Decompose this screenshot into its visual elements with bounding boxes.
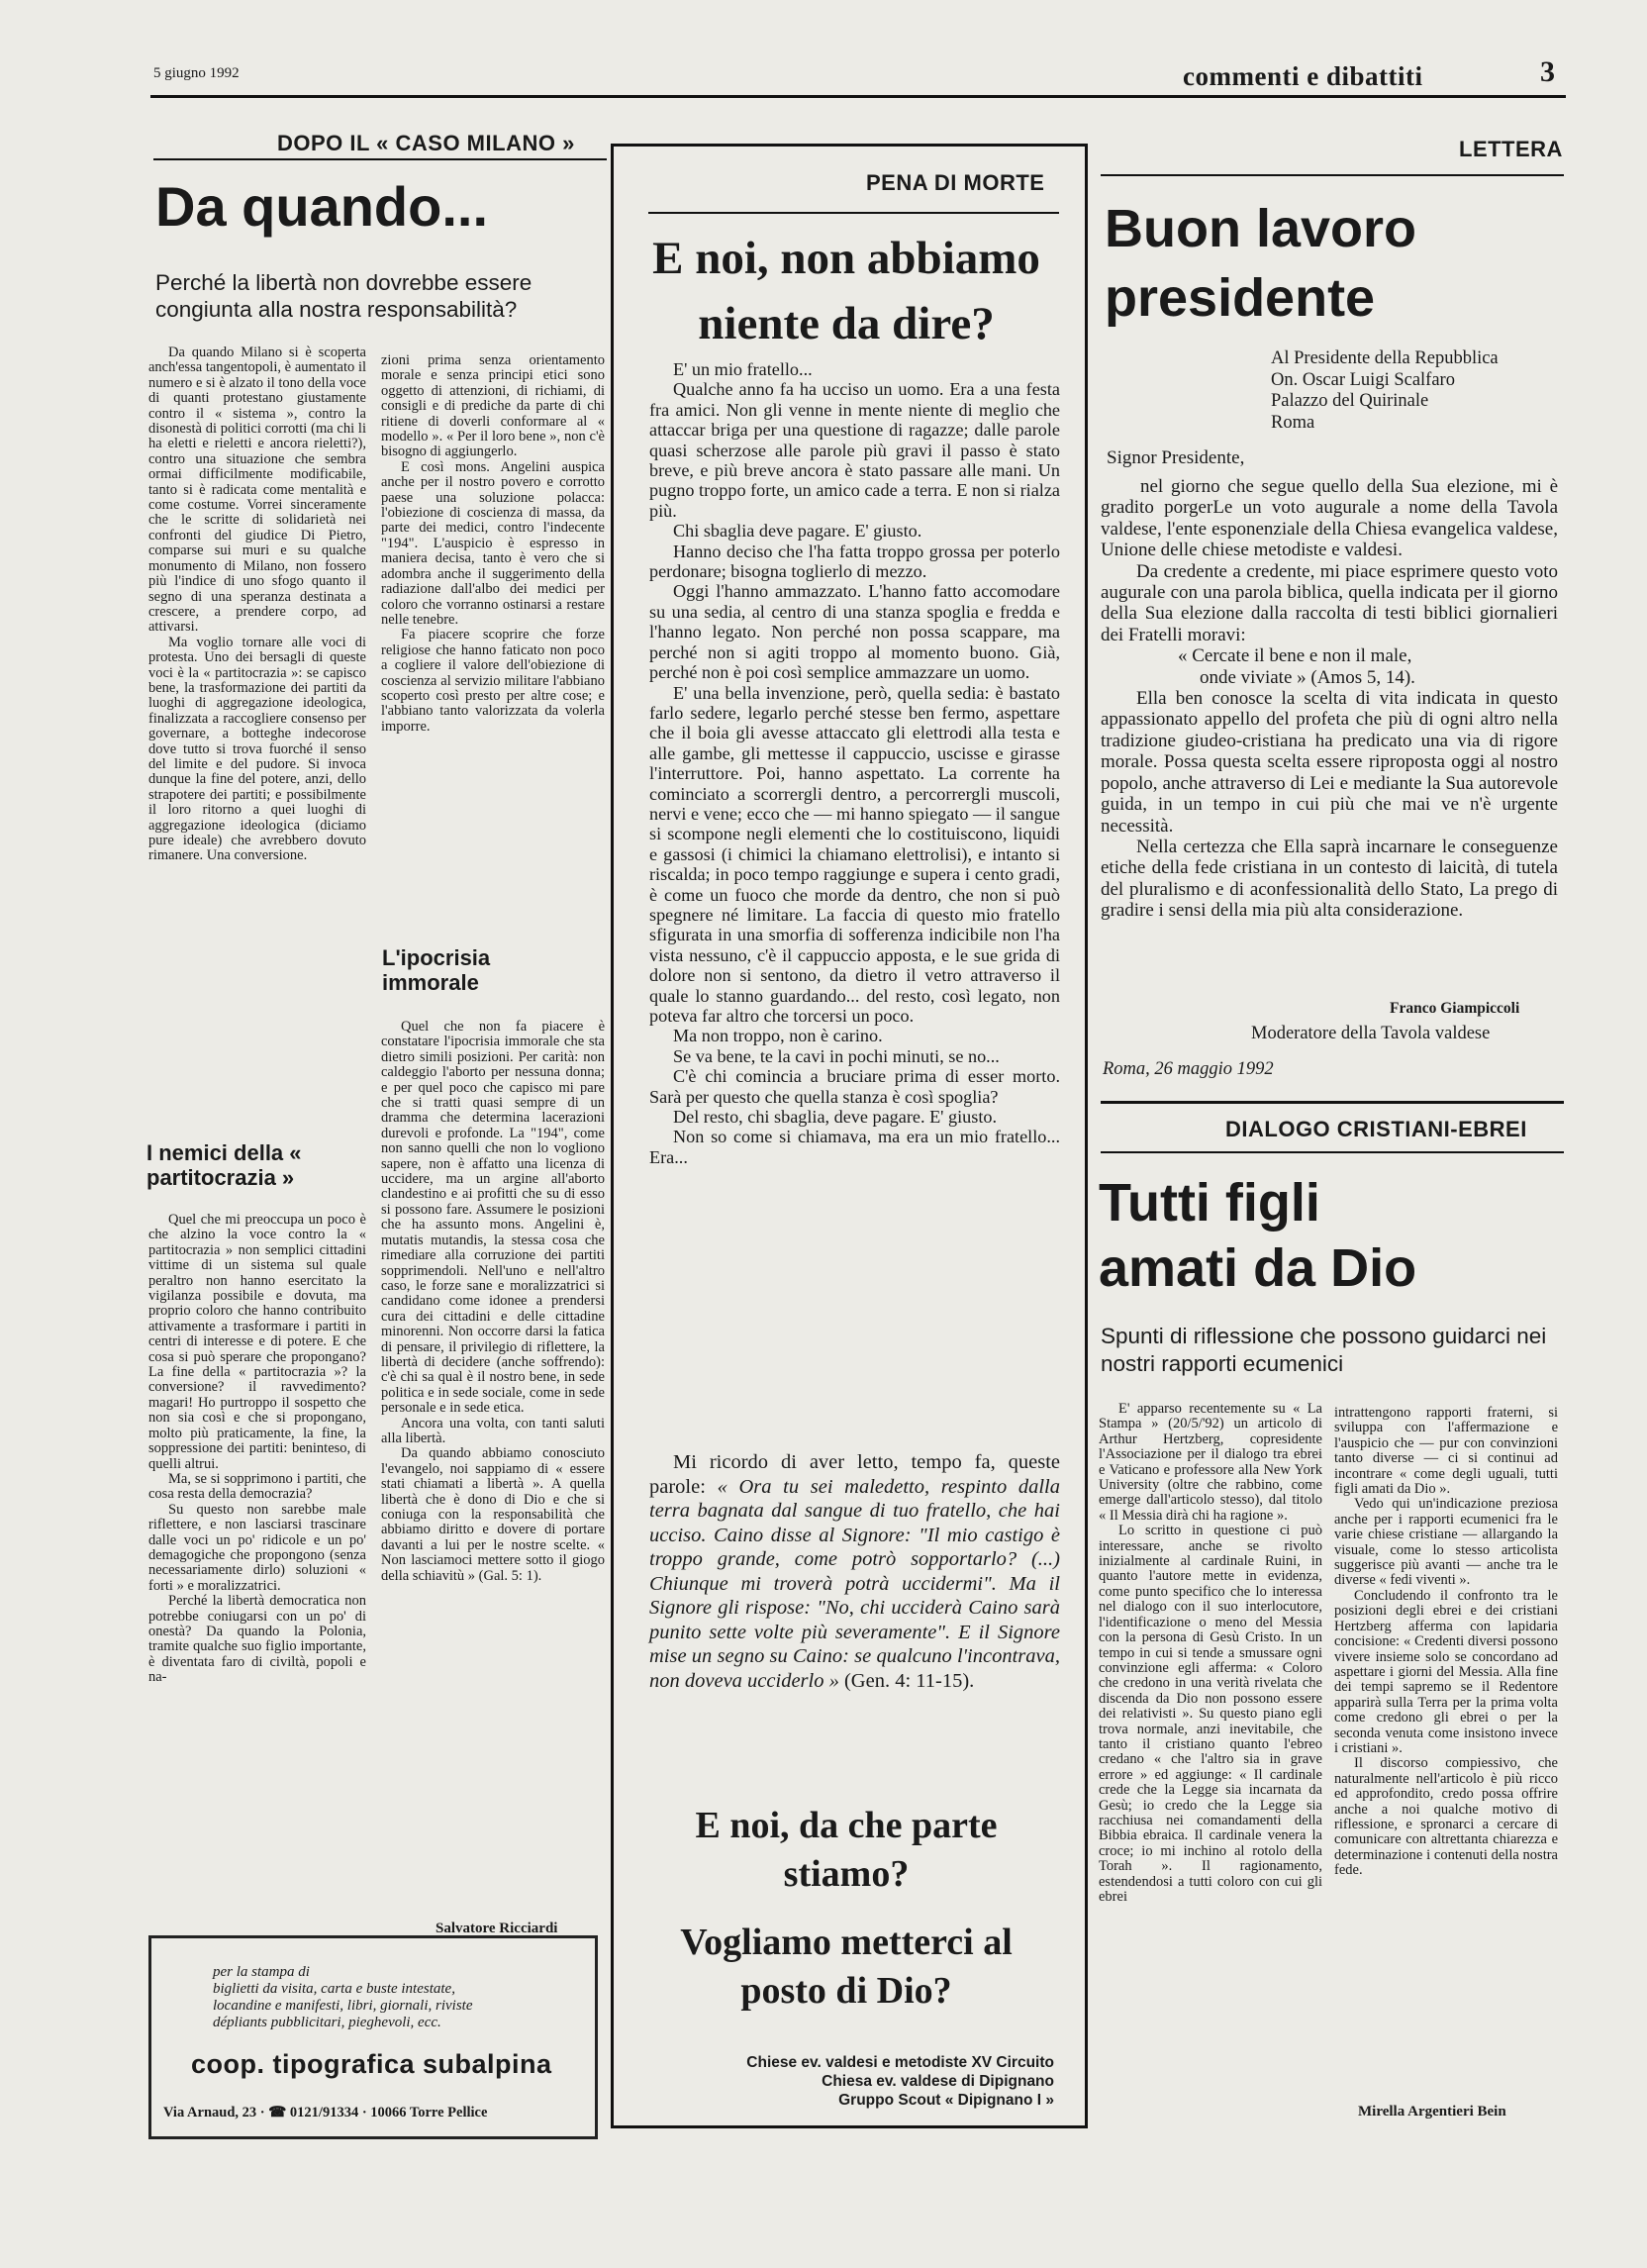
right-article-author: Mirella Argentieri Bein	[1358, 2104, 1506, 2120]
signature-line: Gruppo Scout « Dipignano I »	[838, 2092, 1054, 2109]
paragraph: Se va bene, te la cavi in pochi minuti, se no...	[673, 1045, 1000, 1066]
paragraph: E' apparso recentemente su « La Stampa » (20/5/'92) un articolo di Arthur Hertzberg, copresidente l'Associazione per il dialogo tra ebrei e Vaticano e professore alla New York University (oltre che rabbino, come emerge dall'articolo stesso), dal titolo « Il Messia dirà chi ha ragione ».	[1099, 1402, 1322, 1524]
paragraph: Fa piacere scoprire che forze religiose che hanno faticato non poco a cogliere il valore dell'obiezione di coscienza al servizio militare l'abbiano scoperto così presto per altre cose; e l'abbiano tanto valorizzata da volerla imporre.	[381, 627, 605, 735]
address-line: Al Presidente della Repubblica	[1271, 348, 1499, 368]
left-column-2	[381, 353, 605, 922]
paragraph: Oggi l'hanno ammazzato. L'hanno fatto accomodare su una sedia, al centro di una stanza spoglia e fredda e l'hanno legato. Non perché non possa scappare, ma perché non si agiti troppo al momento buono. Già, perché non è poi così semplice ammazzare un uomo.	[649, 581, 1060, 683]
left-column-1b	[148, 1213, 366, 1911]
center-kicker-rule	[648, 212, 1059, 214]
letter-kicker-rule	[1101, 174, 1564, 176]
signature-line: Chiesa ev. valdese di Dipignano	[822, 2073, 1054, 2090]
paragraph: Nella certezza che Ella saprà incarnare le conseguenze etiche della fede cristiana in un contesto di laicità, di tutela del pluralismo e di aconfessionalità dello Stato, La prego di gradire i sensi della mia più alta considerazione.	[1101, 836, 1558, 922]
letter-title: Buon lavoro presidente	[1105, 199, 1417, 328]
right-article-standfirst: Spunti di riflessione che possono guidarci nei nostri rapporti ecumenici	[1101, 1324, 1547, 1376]
ad-address	[163, 2105, 487, 2121]
paragraph: C'è chi comincia a bruciare prima di esser morto. Sarà per questo che quella stanza è così spoglia?	[649, 1066, 1060, 1107]
paragraph: Quel che non fa piacere è constatare l'ipocrisia immorale che sta dietro simili posizioni. Per carità: non caldeggio l'aborto per nessuna donna; e per quel poco che capisco mi pare che si tratti quasi sempre di un dramma che determina lacerazioni durevoli e profonde. La "194", come non sanno quelli che non lo vogliono sapere, non è affatto una licenza di uccidere, ma un argine all'aborto clandestino e ai profitti che su di esso si possono fare. Assumere le posizioni che ha assunto mons. Angelini è, mutatis mutandis, la stessa cosa che rimediare alla corruzione dei partiti sopprimendoli. Nell'uno e nell'altro caso, le forze sane e moralizzatrici si candidano come idonee a prendersi cura dei cittadini e delle cittadine minorenni. Non occorre darsi la fatica di pensare, il privilegio di riflettere, la libertà di decidere (anche soffrendo): c'è chi sa qual è il nostro bene, in sede politica e in sede sociale, come in sede personale e in sede etica.	[381, 1020, 605, 1417]
center-body	[649, 359, 1060, 1438]
left-kicker: DOPO IL « CASO MILANO »	[277, 131, 575, 155]
paragraph: Il discorso compiessivo, che naturalmente nell'articolo è più ricco ed approfondito, credo possa offrire anche a noi qualche motivo di riflessione, e spronarci a cercare di comunicare con altrettanta chiarezza e determinazione i contenuti della nostra fede.	[1334, 1755, 1558, 1879]
paragraph: Concludendo il confronto tra le posizioni degli ebrei e dei cristiani Hertzberg afferma con lapidaria concisione: « Credenti diversi possono vivere insieme solo se concordano ad aspettare i giorni del Messia. Alla fine dei tempi sapremo se il Redentore apparirà sulla Terra per la prima volta come credono gli ebrei o per la seconda venuta come insistono invece i cristiani ».	[1334, 1587, 1558, 1756]
right-column-1	[1099, 1402, 1322, 2120]
letter-address	[1271, 348, 1499, 434]
letter-kicker: LETTERA	[1459, 137, 1563, 161]
left-subhead-2: L'ipocrisia immorale	[382, 945, 491, 995]
paragraph: Da credente a credente, mi piace esprimere questo voto augurale con una parola biblica, quella indicata per il giorno della Sua elezione dalla raccolta di testi biblici giornalieri dei Fratelli moravi:	[1101, 560, 1558, 645]
address-line: On. Oscar Luigi Scalfaro	[1271, 369, 1455, 390]
quote-line: « Cercate il bene e non il male,	[1178, 645, 1412, 667]
left-column-1	[148, 345, 366, 1110]
left-standfirst: Perché la libertà non dovrebbe essere congiunta alla nostra responsabilità?	[155, 270, 533, 322]
paragraph: Lo scritto in questione ci può interessare, anche se rivolto inizialmente al cardinale Ruini, in quanto l'autore mette in evidenza, come punto specifico che lo interessa nel dialogo con il suo interlocutore, l'identificazione o meno del Messia con la persona di Gesù Cristo. In un tempo in cui si tende a smussare ogni convinzione egli afferma: « Coloro che credono in una verità rivelata che discenda da Dio non possono essere dei relativisti ». Su questo piano egli trova normale, anzi inevitabile, che tanto il cristiano quanto l'ebreo credano « che l'altro sia in grave errore » ed aggiunge: « Il cardinale crede che la Legge sia incarnata da Gesù; io credo che la Legge sia racchiusa nei comandamenti della Bibbia ebraica. Il cardinale venera la croce; io mi inchino al rotolo della Torah ». Il ragionamento, estendendosi a tutti coloro con cui gli ebrei	[1099, 1523, 1322, 1905]
right-article-top-rule	[1101, 1101, 1564, 1104]
ad-line: dépliants pubblicitari, pieghevoli, ecc.	[213, 2015, 441, 2030]
paragraph: Chi sbaglia deve pagare. E' giusto.	[673, 521, 922, 542]
paragraph: Qualche anno fa ha ucciso un uomo. Era a una festa fra amici. Non gli venne in mente niente di meglio che attaccar briga per una questione di ragazze; dalle parole quasi scherzose alle parole più gravi il passo è stato breve, e più breve ancora è stato passare alle mani. Un pugno troppo forte, un amico cade a terra. E non si rialza più.	[649, 379, 1060, 521]
paragraph: E' una bella invenzione, però, quella sedia: è bastato farlo sedere, legarlo perché stesse ben fermo, aspettare che il boia gli avesse attaccato gli elettrodi alla testa e alle gambe, gli mettesse il cappuccio, uscisse e girasse l'interruttore. Poi, hanno aspettato. La corrente ha cominciato a scorrergli dentro, a percorrergli muscoli, nervi e vene; ecco che — mi hanno spiegato — il sangue si scompone negli elementi che lo costituiscono, liquidi e gassosi (i chimici la chiamano elettrolisi), e intanto si riscalda; in poco tempo raggiunge e supera i cento gradi, è come un fuoco che morde da dentro, che non si può spegnere né limitare. La faccia di questo mio fratello sfigurata in una smorfia di sofferenza indicibile non l'ha vista nessuno, c'è il cappuccio apposta, e le sue grida di dolore non si sentono, da dietro il vetro attraverso il quale lo stanno guardando... del resto, così legato, non poteva far altro che torcersi un poco.	[649, 682, 1060, 1026]
phone-icon: ☎	[268, 2105, 287, 2120]
letter-salutation: Signor Presidente,	[1107, 447, 1245, 468]
center-kicker: PENA DI MORTE	[866, 170, 1045, 195]
letter-signer-role: Moderatore della Tavola valdese	[1251, 1024, 1491, 1043]
printer-ad	[148, 1935, 598, 2139]
paragraph: E così mons. Angelini auspica anche per il nostro povero e corrotto paese una soluzione polacca: l'obiezione di coscienza di massa, da parte dei medici, contro l'indecente "194". L'auspicio è espresso in maniera decisa, tanto è vero che si adombra anche il suggerimento della radiazione dall'albo dei medici per coloro che vorranno ostinarsi a restare nelle tenebre.	[381, 458, 605, 628]
paragraph: Hanno deciso che l'ha fatta troppo grossa per poterlo perdonare; bisogna toglierlo di mezzo.	[649, 541, 1060, 582]
paragraph: Ma voglio tornare alle voci di protesta. Uno dei bersagli di queste voci è la « partitocrazia »: se capisco bene, la trasformazione dei partiti da luoghi di aggregazione ideologica, finalizzata a raccogliere consenso per governare, a botteghe indecorose dove tutto si trova fuorché il senso del limite e del pudore. Si invoca dunque la fine del potere, anzi, dello strapotere dei partiti; e possibilmente il loro ritorno a quei luoghi di aggregazione ideologica (diciamo pure ideale) che avrebbero dovuto rimanere. Una conversione.	[148, 634, 366, 864]
paragraph: Quel che mi preoccupa un poco è che alzino la voce contro la « partitocrazia » non semplici cittadini vittime di un sistema sul quale peraltro non hanno esercitato la vigilanza possibile e dovuta, ma proprio coloro che hanno contribuito attivamente a trasformare i partiti in centri di interesse e di potere. E che cosa si può sperare che propongano? La fine della « partitocrazia »? la conversione? il ravvedimento? magari! Ho purtroppo il sospetto che non sia così e che si propongano, molto più praticamente, la fine, la soppressione dei partiti: beninteso, di quelli altrui.	[148, 1213, 366, 1472]
issue-date: 5 giugno 1992	[153, 65, 240, 81]
ad-line: biglietti da visita, carta e buste intestate,	[213, 1981, 455, 1997]
letter-signer: Franco Giampiccoli	[1390, 1000, 1520, 1017]
quote-reference: (Gen. 4: 11-15).	[838, 1669, 975, 1692]
paragraph: nel giorno che segue quello della Sua elezione, mi è gradito porgerLe un voto augurale a nome della Tavola valdese, l'ente esponenziale della Chiesa evangelica valdese, Unione delle chiese metodiste e valdesi.	[1101, 476, 1558, 561]
paragraph: Da quando abbiamo conosciuto l'evangelo, noi sappiamo di « essere stati chiamati a libertà ». A quella libertà che è dono di Dio e che si coniuga con la responsabilità che abbiamo diritto e dovere di portare davanti a lui per le nostre scelte. « Non lasciamoci mettere sotto il giogo della schiavitù » (Gal. 5: 1).	[381, 1445, 605, 1584]
quote-intro: Mi ricordo di aver letto, tempo fa, queste parole:	[649, 1451, 1060, 1498]
letter-quote	[1101, 645, 1558, 688]
paragraph: Ma non troppo, non è carino.	[673, 1026, 883, 1046]
paragraph: Ella ben conosce la scelta di vita indicata in questo appassionato appello del profeta che più di ogni altro nella tradizione giudeo-cristiana ha predicato una via di rigore morale. Possa questa scelta essere riproposta oggi al nostro popolo, anche attraverso di Lei e mediante la Sua autorevole guida, in un tempo in cui più che mai ve n'è urgente necessità.	[1101, 688, 1558, 837]
letter-place-date: Roma, 26 maggio 1992	[1103, 1059, 1274, 1079]
ad-line: per la stampa di	[213, 1964, 310, 1980]
center-quote-block	[649, 1450, 1060, 1693]
right-article-kicker-rule	[1101, 1151, 1564, 1153]
signature-line: Chiese ev. valdesi e metodiste XV Circuito	[746, 2054, 1054, 2071]
section-title: commenti e dibattiti	[1183, 61, 1423, 91]
right-article-kicker: DIALOGO CRISTIANI-EBREI	[1225, 1117, 1527, 1141]
left-column-2b	[381, 1020, 605, 1881]
paragraph: Non so come si chiamava, ma era un mio fratello... Era...	[649, 1127, 1060, 1167]
address-line: Palazzo del Quirinale	[1271, 391, 1429, 411]
paragraph: E' un mio fratello...	[673, 359, 813, 379]
center-closing-1: E noi, da che parte stiamo?	[695, 1805, 998, 1895]
ad-address-prefix: Via Arnaud, 23 ·	[163, 2105, 269, 2120]
paragraph: Vedo qui un'indicazione preziosa anche per i rapporti ecumenici fra le varie chiese cristiane — allargando la visuale, come lo stesso articolista suggerisce più avanti — anche tra le diverse « fedi viventi ».	[1334, 1496, 1558, 1589]
address-line: Roma	[1271, 412, 1315, 433]
quote-line: onde viviate » (Amos 5, 14).	[1200, 666, 1415, 688]
ad-company: coop. tipografica subalpina	[191, 2049, 552, 2079]
center-signature	[643, 2053, 1054, 2110]
paragraph: Del resto, chi sbaglia, deve pagare. E' giusto.	[673, 1107, 998, 1128]
left-subhead-1: I nemici della « partitocrazia »	[146, 1140, 302, 1190]
paragraph: Ancora una volta, con tanti saluti alla libertà.	[381, 1415, 605, 1446]
bible-quote: « Ora tu sei maledetto, respinto dalla terra bagnata dal sangue di tuo fratello, che hai ucciso. Caino disse al Signore: "Il mio castigo è troppo grande, come potrò sopportarlo? (...) Chiunque mi troverà potrà uccidermi". Ma il Signore gli rispose: "No, chi ucciderà Caino sarà punito sette volte più severamente". E il Signore mise un segno su Caino: se qualcuno l'incontrava, non doveva ucciderlo »	[649, 1475, 1061, 1692]
paragraph: Ma, se si sopprimono i partiti, che cosa resta della democrazia?	[148, 1470, 366, 1503]
left-author: Salvatore Ricciardi	[436, 1921, 558, 1936]
left-kicker-rule	[153, 158, 607, 160]
right-column-2	[1334, 1406, 1558, 2094]
paragraph: Su questo non sarebbe male riflettere, e non lasciarsi trascinare dalle voci un po' ridicole e un po' demagogiche che propongono (senza necessariamente dirlo) soluzioni « forti » e moralizzatrici.	[148, 1501, 366, 1594]
ad-address-suffix: 0121/91334 · 10066 Torre Pellice	[286, 2105, 488, 2120]
center-title: E noi, non abbiamo niente da dire?	[652, 233, 1040, 349]
paragraph: zioni prima senza orientamento morale e senza principi etici sono oggetto di attenzioni, di richiami, di consigli e di prediche da parte di chi ritiene di doverli conformare al « modello ». « Per il loro bene », non c'è bisogno di aggiungerlo.	[381, 353, 605, 460]
paragraph: intrattengono rapporti fraterni, si sviluppa con l'affermazione e l'auspicio che — pur con convinzioni tanto diverse — ci si continui ad incontrare « come degli uguali, tutti figli amati da Dio ».	[1334, 1406, 1558, 1498]
ad-line: locandine e manifesti, libri, giornali, riviste	[213, 1998, 473, 2014]
page-number: 3	[1540, 55, 1555, 88]
ad-text	[213, 1964, 472, 2031]
paragraph: Da quando Milano si è scoperta anch'essa tangentopoli, è aumentato il numero e si è alzato il tono della voce di quanti protestano giustamente contro il « sistema », contro la disonestà di politici corrotti (ma chi li ha eletti e rieletti e ancora rieletti?), contro una situazione che sembra ormai difficilmente modificabile, tanto si è radicata come mentalità e come costume. Vorrei sinceramente che le scritte di solidarietà nei confronti del giudice Di Pietro, comparse sui muri e su qualche monumento di Milano, non fossero più l'indice di uno sfogo quanto il segno di una speranza destinata a crescere, a prendere corpo, ad attivarsi.	[148, 345, 366, 636]
header-rule	[150, 95, 1566, 98]
left-title: Da quando...	[155, 175, 488, 238]
center-closing-2: Vogliamo metterci al posto di Dio?	[680, 1922, 1013, 2012]
paragraph: Perché la libertà democratica non potrebbe coniugarsi con un po' di onestà? Da quando la Polonia, tramite qualche suo figlio importante, è diventata faro di civiltà, popoli e na-	[148, 1593, 366, 1686]
letter-body	[1101, 476, 1558, 922]
right-article-title: Tutti figli amati da Dio	[1099, 1173, 1417, 1298]
